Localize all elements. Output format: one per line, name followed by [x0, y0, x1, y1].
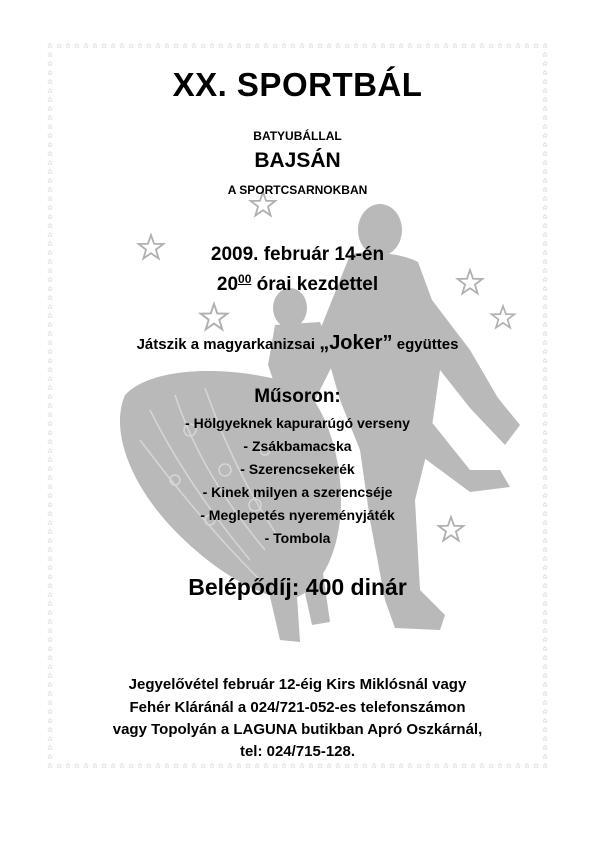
border-star-icon: ☆ [46, 240, 54, 248]
border-star-icon: ☆ [541, 645, 549, 653]
border-star-icon: ☆ [541, 447, 549, 455]
border-star-icon: ☆ [541, 78, 549, 86]
border-star-icon: ☆ [235, 762, 243, 770]
border-star-icon: ☆ [541, 195, 549, 203]
border-star-icon: ☆ [46, 600, 54, 608]
border-star-icon: ☆ [73, 762, 81, 770]
border-star-icon: ☆ [433, 42, 441, 50]
border-star-icon: ☆ [46, 690, 54, 698]
border-star-icon: ☆ [541, 573, 549, 581]
border-star-icon: ☆ [199, 42, 207, 50]
program-item: - Kinek milyen a szerencséje [202, 484, 393, 500]
border-star-icon: ☆ [541, 600, 549, 608]
border-star-icon: ☆ [541, 510, 549, 518]
border-star-icon: ☆ [46, 465, 54, 473]
border-star-icon: ☆ [46, 735, 54, 743]
border-star-icon: ☆ [541, 186, 549, 194]
border-star-icon: ☆ [433, 762, 441, 770]
border-star-icon: ☆ [541, 177, 549, 185]
border-star-icon: ☆ [424, 42, 432, 50]
border-star-icon: ☆ [541, 42, 549, 50]
border-star-icon: ☆ [541, 150, 549, 158]
band-suffix: együttes [392, 336, 459, 353]
border-star-icon: ☆ [541, 294, 549, 302]
border-star-icon: ☆ [244, 42, 252, 50]
program-item: - Meglepetés nyereményjáték [200, 507, 395, 523]
border-star-icon: ☆ [244, 762, 252, 770]
border-star-icon: ☆ [541, 330, 549, 338]
program-item: - Tombola [264, 530, 331, 546]
border-star-icon: ☆ [46, 69, 54, 77]
border-star-icon: ☆ [46, 150, 54, 158]
border-star-icon: ☆ [46, 627, 54, 635]
border-star-icon: ☆ [235, 42, 243, 50]
border-star-icon: ☆ [145, 762, 153, 770]
border-star-icon: ☆ [541, 429, 549, 437]
border-star-icon: ☆ [307, 42, 315, 50]
border-star-icon: ☆ [541, 231, 549, 239]
border-star-icon: ☆ [442, 42, 450, 50]
border-star-icon: ☆ [541, 663, 549, 671]
border-star-icon: ☆ [46, 348, 54, 356]
border-star-icon: ☆ [46, 726, 54, 734]
border-star-icon: ☆ [46, 573, 54, 581]
border-star-icon: ☆ [532, 42, 540, 50]
border-star-icon: ☆ [46, 681, 54, 689]
border-star-icon: ☆ [424, 762, 432, 770]
border-star-icon: ☆ [181, 762, 189, 770]
border-star-icon: ☆ [541, 159, 549, 167]
border-star-icon: ☆ [217, 42, 225, 50]
border-star-icon: ☆ [541, 348, 549, 356]
program-item: - Szerencsekerék [240, 461, 355, 477]
border-star-icon: ☆ [46, 645, 54, 653]
border-star-icon: ☆ [46, 204, 54, 212]
border-star-icon: ☆ [541, 699, 549, 707]
border-star-icon: ☆ [523, 42, 531, 50]
border-star-icon: ☆ [541, 303, 549, 311]
border-star-icon: ☆ [487, 42, 495, 50]
border-star-icon: ☆ [271, 42, 279, 50]
subtitle-batyubal: BATYUBÁLLAL [253, 129, 342, 143]
border-star-icon: ☆ [334, 762, 342, 770]
border-star-icon: ☆ [46, 276, 54, 284]
border-star-icon: ☆ [541, 627, 549, 635]
venue-town: BAJSÁN [254, 149, 341, 172]
border-star-icon: ☆ [208, 42, 216, 50]
border-star-icon: ☆ [82, 762, 90, 770]
entry-fee: Belépődíj: 400 dinár [188, 574, 407, 600]
border-star-icon: ☆ [541, 726, 549, 734]
border-star-icon: ☆ [55, 42, 63, 50]
border-star-icon: ☆ [352, 762, 360, 770]
border-star-icon: ☆ [46, 429, 54, 437]
border-star-icon: ☆ [46, 195, 54, 203]
border-star-icon: ☆ [541, 123, 549, 131]
border-star-icon: ☆ [343, 42, 351, 50]
border-star-icon: ☆ [541, 564, 549, 572]
border-star-icon: ☆ [379, 762, 387, 770]
border-star-icon: ☆ [262, 42, 270, 50]
border-star-icon: ☆ [541, 690, 549, 698]
border-star-icon: ☆ [46, 654, 54, 662]
border-star-icon: ☆ [289, 762, 297, 770]
border-star-icon: ☆ [541, 555, 549, 563]
border-star-icon: ☆ [541, 519, 549, 527]
border-star-icon: ☆ [46, 312, 54, 320]
border-star-icon: ☆ [541, 753, 549, 761]
program-heading: Műsoron: [254, 386, 341, 407]
border-star-icon: ☆ [541, 735, 549, 743]
border-star-icon: ☆ [46, 123, 54, 131]
border-star-icon: ☆ [541, 501, 549, 509]
border-star-icon: ☆ [289, 42, 297, 50]
border-star-icon: ☆ [46, 546, 54, 554]
border-star-icon: ☆ [442, 762, 450, 770]
border-star-icon: ☆ [370, 42, 378, 50]
border-star-icon: ☆ [451, 42, 459, 50]
border-star-icon: ☆ [46, 168, 54, 176]
border-star-icon: ☆ [541, 375, 549, 383]
border-star-icon: ☆ [46, 663, 54, 671]
border-star-icon: ☆ [541, 591, 549, 599]
border-star-icon: ☆ [541, 420, 549, 428]
border-star-icon: ☆ [46, 762, 54, 770]
border-star-icon: ☆ [325, 762, 333, 770]
border-star-icon: ☆ [541, 51, 549, 59]
border-star-icon: ☆ [415, 762, 423, 770]
border-star-icon: ☆ [172, 42, 180, 50]
border-star-icon: ☆ [280, 42, 288, 50]
border-star-icon: ☆ [541, 141, 549, 149]
border-star-icon: ☆ [154, 42, 162, 50]
border-star-icon: ☆ [541, 483, 549, 491]
border-star-icon: ☆ [541, 474, 549, 482]
program-item: - Zsákbamacska [243, 438, 352, 454]
border-star-icon: ☆ [541, 285, 549, 293]
border-star-icon: ☆ [91, 42, 99, 50]
border-star-icon: ☆ [46, 672, 54, 680]
event-time [0, 272, 595, 296]
border-star-icon: ☆ [46, 330, 54, 338]
border-star-icon: ☆ [190, 42, 198, 50]
border-star-icon: ☆ [469, 762, 477, 770]
border-star-icon: ☆ [46, 519, 54, 527]
border-star-icon: ☆ [46, 537, 54, 545]
border-star-icon: ☆ [541, 312, 549, 320]
border-star-icon: ☆ [514, 762, 522, 770]
border-star-icon: ☆ [541, 393, 549, 401]
border-star-icon: ☆ [541, 717, 549, 725]
border-star-icon: ☆ [370, 762, 378, 770]
border-star-icon: ☆ [46, 285, 54, 293]
border-star-icon: ☆ [541, 87, 549, 95]
border-star-icon: ☆ [46, 105, 54, 113]
border-star-icon: ☆ [460, 762, 468, 770]
border-star-icon: ☆ [46, 744, 54, 752]
border-star-icon: ☆ [541, 339, 549, 347]
border-star-icon: ☆ [55, 762, 63, 770]
border-star-icon: ☆ [316, 42, 324, 50]
border-star-icon: ☆ [46, 393, 54, 401]
border-star-icon: ☆ [397, 762, 405, 770]
border-star-icon: ☆ [469, 42, 477, 50]
border-star-icon: ☆ [109, 42, 117, 50]
border-star-icon: ☆ [181, 42, 189, 50]
border-star-icon: ☆ [226, 42, 234, 50]
border-star-icon: ☆ [46, 411, 54, 419]
border-star-icon: ☆ [46, 78, 54, 86]
border-star-icon: ☆ [46, 699, 54, 707]
border-star-icon: ☆ [46, 438, 54, 446]
border-star-icon: ☆ [226, 762, 234, 770]
border-star-icon: ☆ [46, 321, 54, 329]
border-star-icon: ☆ [379, 42, 387, 50]
time-rest: órai kezdettel [251, 274, 379, 295]
border-star-icon: ☆ [541, 609, 549, 617]
border-star-icon: ☆ [541, 744, 549, 752]
border-star-icon: ☆ [361, 762, 369, 770]
border-star-icon: ☆ [487, 762, 495, 770]
border-star-icon: ☆ [64, 762, 72, 770]
border-star-icon: ☆ [46, 501, 54, 509]
border-star-icon: ☆ [541, 321, 549, 329]
border-star-icon: ☆ [127, 42, 135, 50]
border-star-icon: ☆ [46, 708, 54, 716]
border-star-icon: ☆ [46, 591, 54, 599]
band-name: „Joker” [319, 332, 393, 354]
border-star-icon: ☆ [541, 267, 549, 275]
border-star-icon: ☆ [199, 762, 207, 770]
border-star-icon: ☆ [46, 60, 54, 68]
border-star-icon: ☆ [541, 465, 549, 473]
border-star-icon: ☆ [541, 276, 549, 284]
border-star-icon: ☆ [271, 762, 279, 770]
border-star-icon: ☆ [208, 762, 216, 770]
border-star-icon: ☆ [46, 294, 54, 302]
border-star-icon: ☆ [541, 762, 549, 770]
border-star-icon: ☆ [541, 411, 549, 419]
program-item: - Hölgyeknek kapurarúgó verseny [185, 415, 410, 431]
ticket-info-line: tel: 024/715-128. [239, 743, 356, 760]
event-date: 2009. február 14-én [210, 244, 385, 265]
border-star-icon: ☆ [325, 42, 333, 50]
border-star-icon: ☆ [253, 42, 261, 50]
border-star-icon: ☆ [46, 267, 54, 275]
border-star-icon: ☆ [46, 222, 54, 230]
border-star-icon: ☆ [406, 42, 414, 50]
border-star-icon: ☆ [46, 420, 54, 428]
border-star-icon: ☆ [46, 609, 54, 617]
border-star-icon: ☆ [307, 762, 315, 770]
border-star-icon: ☆ [298, 762, 306, 770]
border-star-icon: ☆ [541, 384, 549, 392]
border-star-icon: ☆ [280, 762, 288, 770]
border-star-icon: ☆ [541, 366, 549, 374]
border-star-icon: ☆ [46, 366, 54, 374]
border-star-icon: ☆ [217, 762, 225, 770]
border-star-icon: ☆ [154, 762, 162, 770]
border-star-icon: ☆ [541, 537, 549, 545]
border-star-icon: ☆ [46, 51, 54, 59]
border-star-icon: ☆ [109, 762, 117, 770]
border-star-icon: ☆ [541, 492, 549, 500]
border-star-icon: ☆ [388, 42, 396, 50]
border-star-icon: ☆ [541, 357, 549, 365]
border-star-icon: ☆ [541, 438, 549, 446]
border-star-icon: ☆ [46, 402, 54, 410]
border-star-icon: ☆ [46, 375, 54, 383]
border-star-icon: ☆ [406, 762, 414, 770]
border-star-icon: ☆ [46, 231, 54, 239]
band-line [0, 332, 595, 355]
border-star-icon: ☆ [136, 42, 144, 50]
border-star-icon: ☆ [46, 87, 54, 95]
border-star-icon: ☆ [460, 42, 468, 50]
border-star-icon: ☆ [46, 186, 54, 194]
time-hour: 20 [216, 274, 239, 295]
border-star-icon: ☆ [505, 42, 513, 50]
border-star-icon: ☆ [100, 762, 108, 770]
border-star-icon: ☆ [163, 42, 171, 50]
border-star-icon: ☆ [541, 672, 549, 680]
border-star-icon: ☆ [46, 618, 54, 626]
border-star-icon: ☆ [46, 456, 54, 464]
border-star-icon: ☆ [145, 42, 153, 50]
border-star-icon: ☆ [541, 69, 549, 77]
ticket-info-line: Fehér Kláránál a 024/721-052-es telefonszámon [129, 699, 466, 716]
border-star-icon: ☆ [541, 114, 549, 122]
ticket-info-line: vagy Topolyán a LAGUNA butikban Apró Oszkárnál, [112, 721, 483, 738]
border-star-icon: ☆ [541, 168, 549, 176]
border-star-icon: ☆ [541, 204, 549, 212]
border-star-icon: ☆ [64, 42, 72, 50]
border-star-icon: ☆ [505, 762, 513, 770]
band-prefix: Játszik a magyarkanizsai [136, 336, 320, 353]
border-star-icon: ☆ [172, 762, 180, 770]
border-star-icon: ☆ [361, 42, 369, 50]
border-star-icon: ☆ [541, 528, 549, 536]
border-star-icon: ☆ [46, 510, 54, 518]
border-star-icon: ☆ [541, 240, 549, 248]
border-star-icon: ☆ [334, 42, 342, 50]
border-star-icon: ☆ [541, 258, 549, 266]
border-star-icon: ☆ [46, 339, 54, 347]
border-star-icon: ☆ [100, 42, 108, 50]
border-star-icon: ☆ [46, 141, 54, 149]
border-star-icon: ☆ [46, 447, 54, 455]
border-star-icon: ☆ [46, 528, 54, 536]
border-star-icon: ☆ [541, 654, 549, 662]
border-star-icon: ☆ [46, 357, 54, 365]
poster-title: XX. SPORTBÁL [172, 66, 423, 103]
border-star-icon: ☆ [541, 456, 549, 464]
border-star-icon: ☆ [46, 249, 54, 257]
border-star-icon: ☆ [46, 96, 54, 104]
border-star-icon: ☆ [541, 636, 549, 644]
border-star-icon: ☆ [343, 762, 351, 770]
border-star-icon: ☆ [46, 159, 54, 167]
border-star-icon: ☆ [541, 681, 549, 689]
border-star-icon: ☆ [523, 762, 531, 770]
border-star-icon: ☆ [415, 42, 423, 50]
border-star-icon: ☆ [118, 42, 126, 50]
border-star-icon: ☆ [541, 96, 549, 104]
border-star-icon: ☆ [541, 222, 549, 230]
border-star-icon: ☆ [451, 762, 459, 770]
border-star-icon: ☆ [46, 384, 54, 392]
border-star-icon: ☆ [46, 258, 54, 266]
border-star-icon: ☆ [46, 582, 54, 590]
border-star-icon: ☆ [46, 303, 54, 311]
border-star-icon: ☆ [46, 492, 54, 500]
border-star-icon: ☆ [514, 42, 522, 50]
border-star-icon: ☆ [478, 762, 486, 770]
border-star-icon: ☆ [541, 249, 549, 257]
border-star-icon: ☆ [496, 42, 504, 50]
border-star-icon: ☆ [190, 762, 198, 770]
border-star-icon: ☆ [118, 762, 126, 770]
border-star-icon: ☆ [352, 42, 360, 50]
border-star-icon: ☆ [388, 762, 396, 770]
border-star-icon: ☆ [541, 546, 549, 554]
border-star-icon: ☆ [298, 42, 306, 50]
border-star-icon: ☆ [46, 483, 54, 491]
ticket-info-line: Jegyelővétel február 12-éig Kirs Miklósnál vagy [128, 676, 467, 693]
border-star-icon: ☆ [478, 42, 486, 50]
border-star-icon: ☆ [532, 762, 540, 770]
border-star-icon: ☆ [163, 762, 171, 770]
border-star-icon: ☆ [541, 708, 549, 716]
time-minutes: 00 [238, 272, 252, 286]
border-star-icon: ☆ [541, 402, 549, 410]
border-star-icon: ☆ [46, 114, 54, 122]
border-star-icon: ☆ [46, 213, 54, 221]
border-star-icon: ☆ [73, 42, 81, 50]
border-star-icon: ☆ [46, 636, 54, 644]
border-star-icon: ☆ [253, 762, 261, 770]
border-star-icon: ☆ [541, 618, 549, 626]
border-star-icon: ☆ [262, 762, 270, 770]
border-star-icon: ☆ [397, 42, 405, 50]
border-star-icon: ☆ [496, 762, 504, 770]
border-star-icon: ☆ [541, 132, 549, 140]
border-star-icon: ☆ [46, 132, 54, 140]
subtitle-venue: A SPORTCSARNOKBAN [227, 183, 368, 197]
border-star-icon: ☆ [91, 762, 99, 770]
border-star-icon: ☆ [46, 564, 54, 572]
border-star-icon: ☆ [46, 717, 54, 725]
border-star-icon: ☆ [127, 762, 135, 770]
border-star-icon: ☆ [541, 582, 549, 590]
border-star-icon: ☆ [316, 762, 324, 770]
border-star-icon: ☆ [541, 213, 549, 221]
border-star-icon: ☆ [541, 60, 549, 68]
border-star-icon: ☆ [82, 42, 90, 50]
border-star-icon: ☆ [541, 105, 549, 113]
border-star-icon: ☆ [46, 555, 54, 563]
border-star-icon: ☆ [46, 177, 54, 185]
border-star-icon: ☆ [46, 42, 54, 50]
border-star-icon: ☆ [46, 474, 54, 482]
border-star-icon: ☆ [46, 753, 54, 761]
border-star-icon: ☆ [136, 762, 144, 770]
